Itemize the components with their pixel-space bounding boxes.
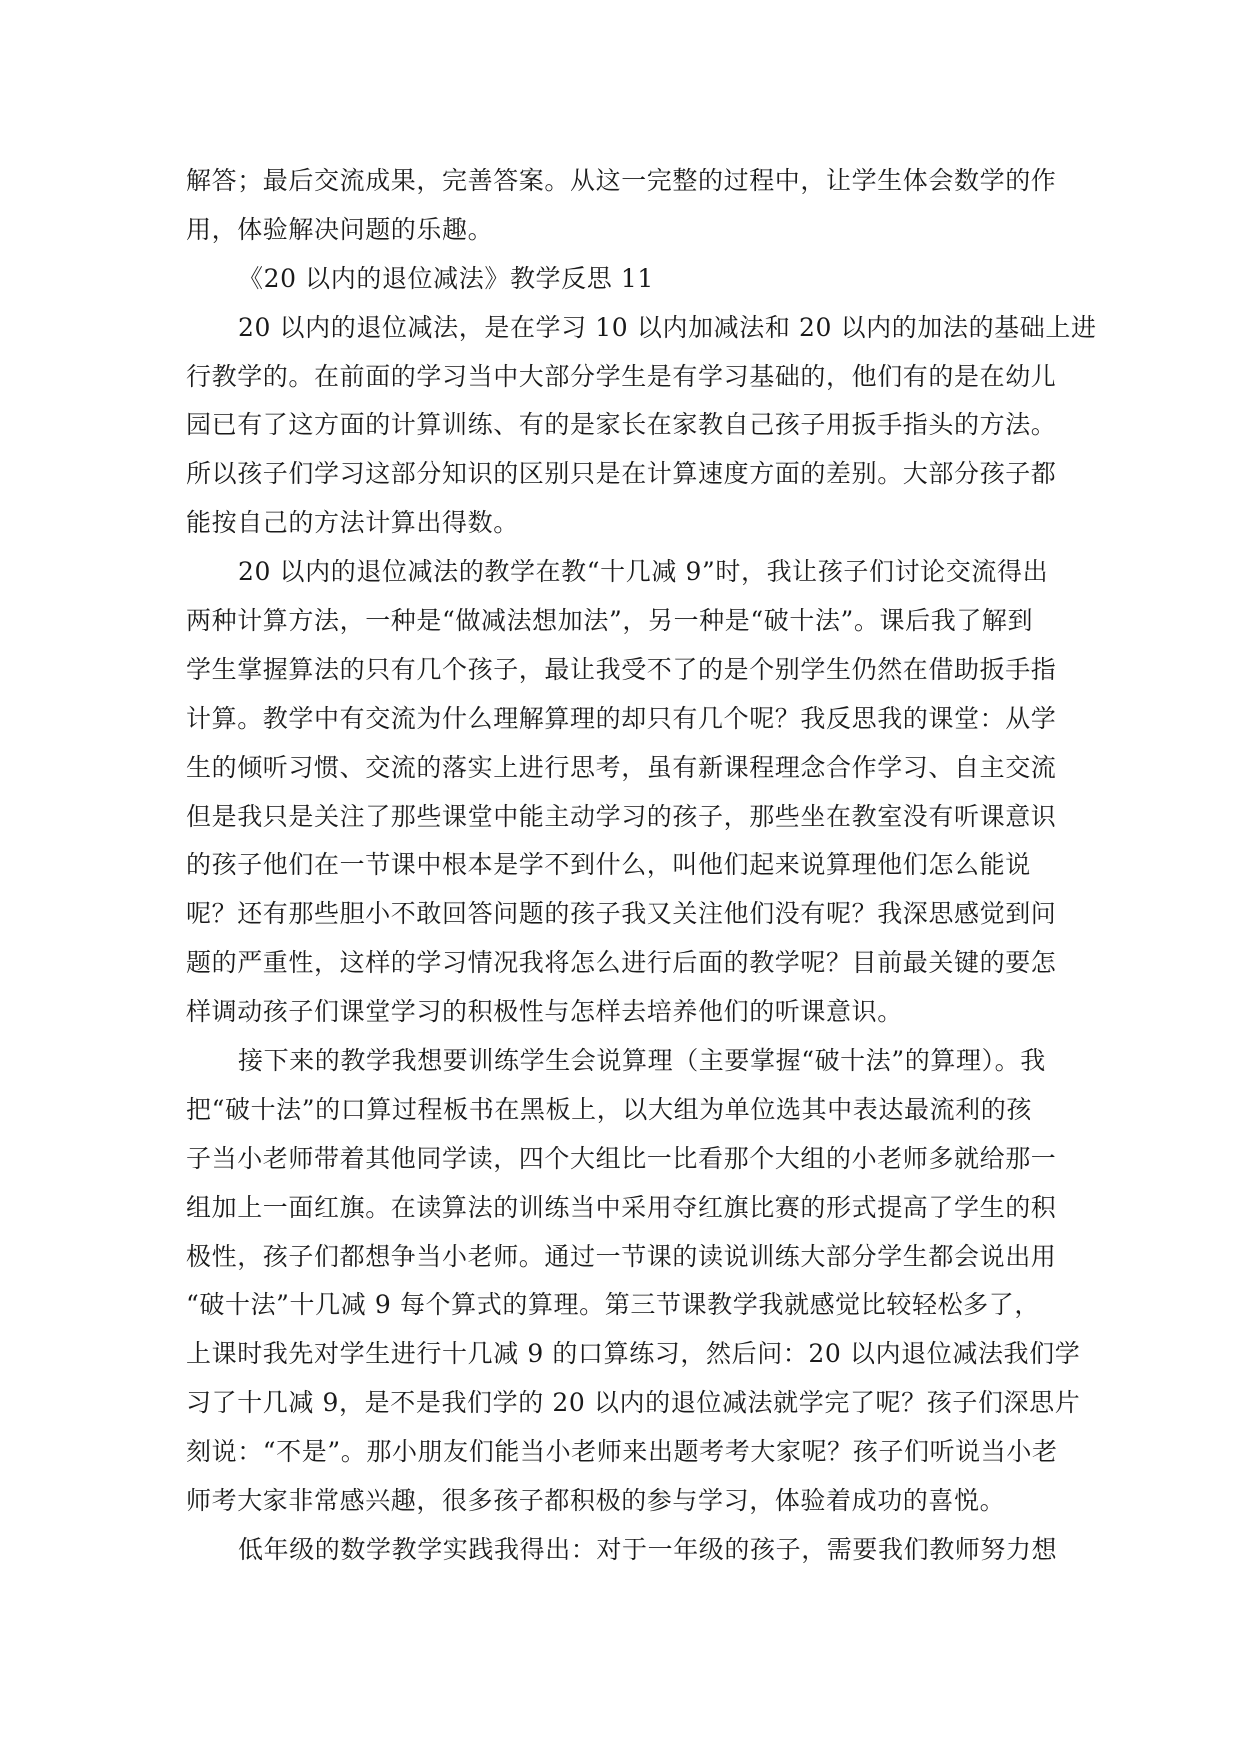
text-line: 师考大家非常感兴趣，很多孩子都积极的参与学习，体验着成功的喜悦。 — [186, 1486, 1006, 1516]
text-line: 所以孩子们学习这部分知识的区别只是在计算速度方面的差别。大部分孩子都 — [186, 459, 1057, 489]
text-line: 的孩子他们在一节课中根本是学不到什么，叫他们起来说算理他们怎么能说 — [186, 850, 1031, 880]
text-line: 子当小老师带着其他同学读，四个大组比一比看那个大组的小老师多就给那一 — [186, 1143, 1057, 1173]
text-line: 极性，孩子们都想争当小老师。通过一节课的读说训练大部分学生都会说出用 — [186, 1241, 1057, 1271]
text-line: 生的倾听习惯、交流的落实上进行思考，虽有新课程理念合作学习、自主交流 — [186, 752, 1057, 782]
text-line: “破十法”十几减 9 每个算式的算理。第三节课教学我就感觉比较轻松多了， — [186, 1290, 1040, 1320]
text-line: 行教学的。在前面的学习当中大部分学生是有学习基础的，他们有的是在幼儿 — [186, 361, 1057, 391]
text-line: 园已有了这方面的计算训练、有的是家长在家教自己孩子用扳手指头的方法。 — [186, 410, 1057, 440]
text-line: 计算。教学中有交流为什么理解算理的却只有几个呢？我反思我的课堂：从学 — [186, 703, 1057, 733]
text-line: 刻说：“不是”。那小朋友们能当小老师来出题考考大家呢？孩子们听说当小老 — [186, 1437, 1058, 1467]
text-line: 组加上一面红旗。在读算法的训练当中采用夺红旗比赛的形式提高了学生的积 — [186, 1192, 1057, 1222]
document-body — [186, 157, 1097, 1575]
text-line: 接下来的教学我想要训练学生会说算理（主要掌握“破十法”的算理）。我 — [238, 1046, 1046, 1076]
text-line: 习了十几减 9，是不是我们学的 20 以内的退位减法就学完了呢？孩子们深思片 — [186, 1388, 1081, 1418]
text-line: 学生掌握算法的只有几个孩子，最让我受不了的是个别学生仍然在借助扳手指 — [186, 654, 1057, 684]
text-line: 低年级的数学教学实践我得出：对于一年级的孩子，需要我们教师努力想 — [238, 1534, 1058, 1564]
text-line: 呢？还有那些胆小不敢回答问题的孩子我又关注他们没有呢？我深思感觉到问 — [186, 899, 1057, 929]
text-line: 但是我只是关注了那些课堂中能主动学习的孩子，那些坐在教室没有听课意识 — [186, 801, 1057, 831]
text-line: 能按自己的方法计算出得数。 — [186, 508, 519, 538]
text-line: 两种计算方法，一种是“做减法想加法”，另一种是“破十法”。课后我了解到 — [186, 606, 1034, 636]
text-line: 上课时我先对学生进行十几减 9 的口算练习，然后问：20 以内退位减法我们学 — [186, 1339, 1081, 1369]
text-line: 题的严重性，这样的学习情况我将怎么进行后面的教学呢？目前最关键的要怎 — [186, 948, 1057, 978]
text-line: 《20 以内的退位减法》教学反思 11 — [238, 263, 654, 293]
text-line: 20 以内的退位减法的教学在教“十几减 9”时，我让孩子们讨论交流得出 — [238, 557, 1049, 587]
text-line: 把“破十法”的口算过程板书在黑板上，以大组为单位选其中表达最流利的孩 — [186, 1094, 1032, 1124]
text-line: 20 以内的退位减法，是在学习 10 以内加减法和 20 以内的加法的基础上进 — [238, 312, 1097, 342]
text-line: 用，体验解决问题的乐趣。 — [186, 214, 494, 244]
text-line: 样调动孩子们课堂学习的积极性与怎样去培养他们的听课意识。 — [186, 997, 903, 1027]
text-line: 解答；最后交流成果，完善答案。从这一完整的过程中，让学生体会数学的作 — [186, 166, 1057, 195]
